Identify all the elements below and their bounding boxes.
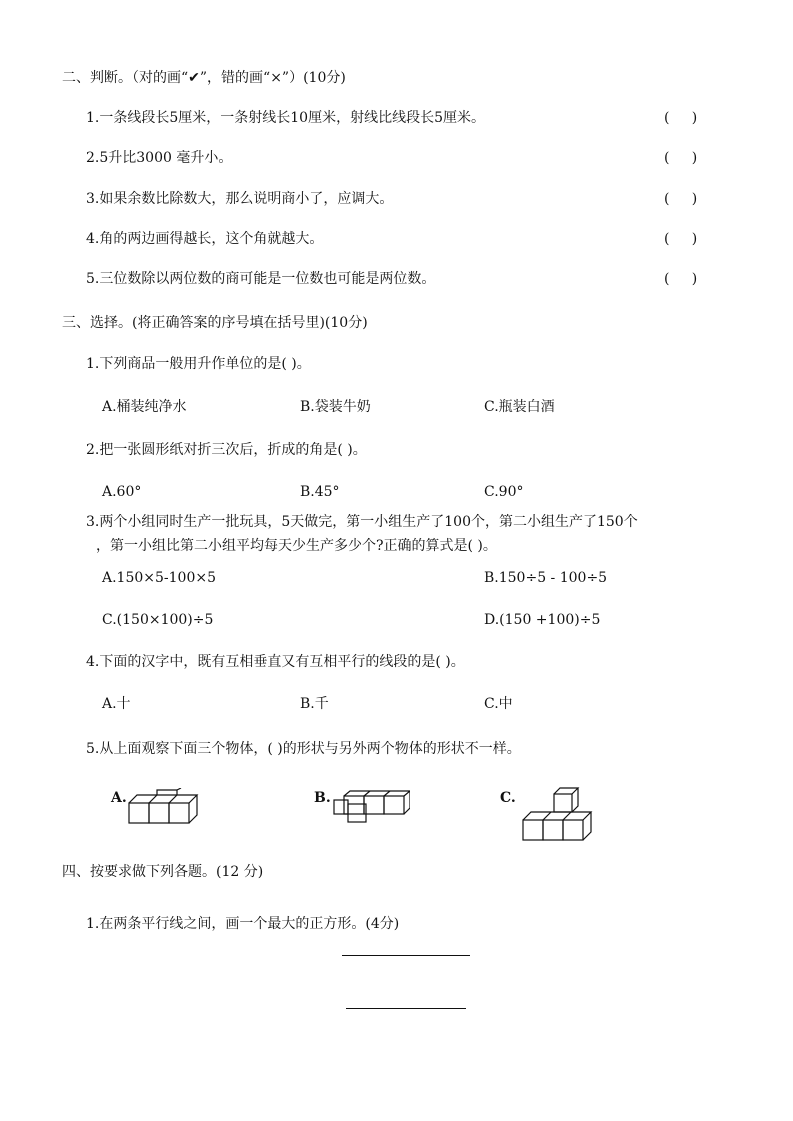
figure-b-label[interactable]: B. [314,790,331,806]
judge-answer-3[interactable]: ( ) [664,191,698,207]
judge-item-1: 1.一条线段长5厘米，一条射线长10厘米，射线比线段长5厘米。 [86,110,485,126]
figure-a-label[interactable]: A. [111,790,127,806]
choice-q5: 5.从上面观察下面三个物体，( )的形状与另外两个物体的形状不一样。 [86,741,521,757]
choice-q3-option-d[interactable]: D.(150 +100)÷5 [484,612,601,628]
parallel-line-bottom [346,1008,466,1009]
choice-q3-option-a[interactable]: A.150×5-100×5 [102,570,217,586]
judge-item-4: 4.角的两边画得越长，这个角就越大。 [86,231,324,247]
cube-figure-c [520,786,596,844]
parallel-line-top [342,955,470,956]
choice-q3-option-c[interactable]: C.(150×100)÷5 [102,612,214,628]
figure-c-label[interactable]: C. [500,790,516,806]
cube-figure-b [330,790,410,830]
choice-q4-option-c[interactable]: C.中 [484,696,513,712]
section-2-heading: 二、判断。（对的画“✔”，错的画“×”）(10分) [62,70,346,86]
draw-q1: 1.在两条平行线之间，画一个最大的正方形。(4分) [86,916,400,932]
judge-answer-4[interactable]: ( ) [664,231,698,247]
judge-answer-5[interactable]: ( ) [664,271,698,287]
choice-q2-option-b[interactable]: B.45° [300,484,340,500]
judge-answer-2[interactable]: ( ) [664,150,698,166]
choice-q4: 4.下面的汉字中，既有互相垂直又有互相平行的线段的是( )。 [86,654,465,670]
choice-q2: 2.把一张圆形纸对折三次后，折成的角是( )。 [86,442,367,458]
judge-answer-1[interactable]: ( ) [664,110,698,126]
judge-item-2: 2.5升比3000 毫升小。 [86,150,233,166]
choice-q4-option-a[interactable]: A.十 [102,696,131,712]
choice-q2-option-a[interactable]: A.60° [102,484,142,500]
section-4-heading: 四、按要求做下列各题。(12 分) [62,864,264,880]
choice-q1-option-b[interactable]: B.袋装牛奶 [300,399,371,415]
cube-figure-a [126,788,206,828]
section-3-heading: 三、选择。(将正确答案的序号填在括号里)(10分) [62,315,368,331]
judge-item-3: 3.如果余数比除数大，那么说明商小了，应调大。 [86,191,394,207]
choice-q3-option-b[interactable]: B.150÷5 - 100÷5 [484,570,608,586]
choice-q1-option-a[interactable]: A.桶装纯净水 [102,399,187,415]
choice-q2-option-c[interactable]: C.90° [484,484,524,500]
choice-q4-option-b[interactable]: B.千 [300,696,329,712]
choice-q1-option-c[interactable]: C.瓶装白酒 [484,399,555,415]
judge-item-5: 5.三位数除以两位数的商可能是一位数也可能是两位数。 [86,271,436,287]
choice-q3-line1: 3.两个小组同时生产一批玩具，5天做完，第一小组生产了100个，第二小组生产了150个 [86,514,638,530]
choice-q3-line2: ，第一小组比第二小组平均每天少生产多少个?正确的算式是( )。 [96,538,497,554]
choice-q1: 1.下列商品一般用升作单位的是( )。 [86,356,311,372]
